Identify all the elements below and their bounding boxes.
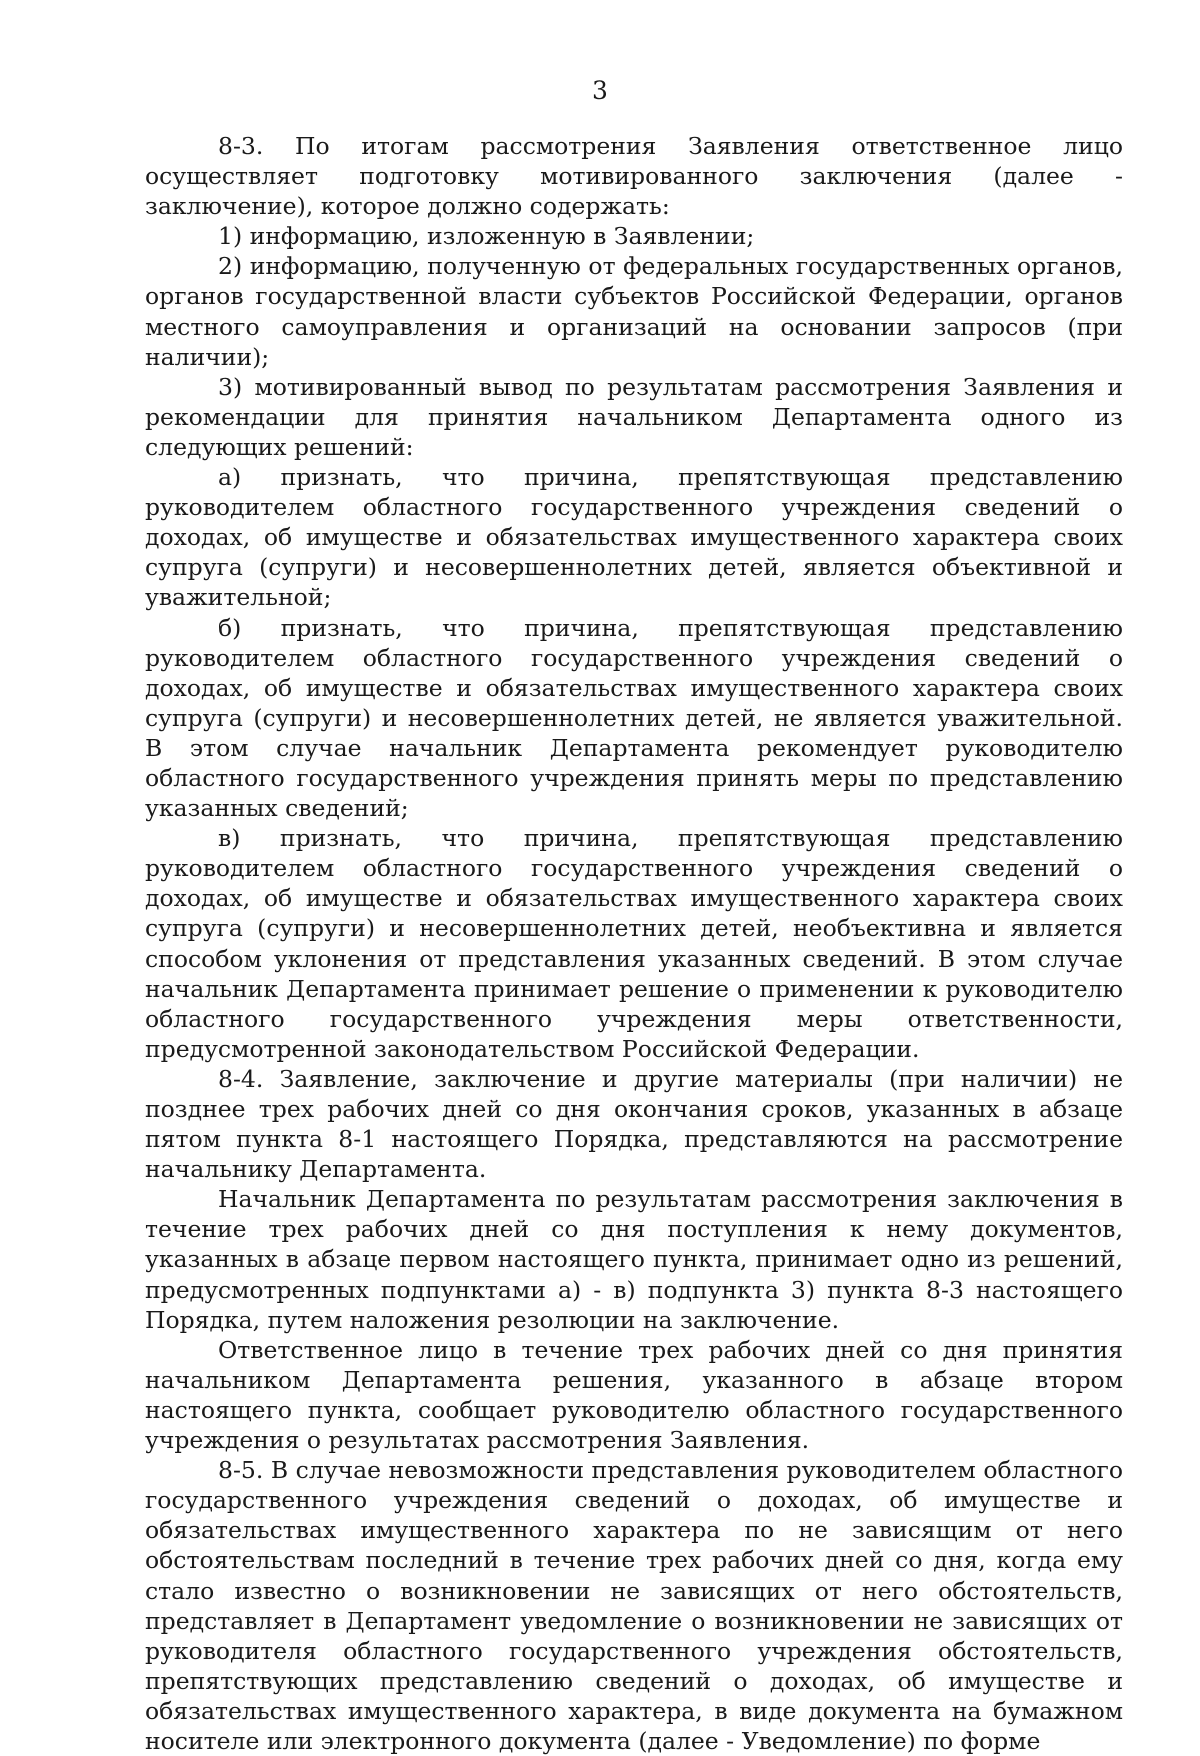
- paragraph-8-4: 8-4. Заявление, заключение и другие материалы (при наличии) не позднее трех рабочих дней со дня окончания сроков, указанных в абзаце пятом пункта 8-1 настоящего Порядка, представляются на рассмотрение начальнику Департамента.: [145, 1064, 1123, 1184]
- paragraph-item-1: 1) информацию, изложенную в Заявлении;: [218, 222, 755, 251]
- paragraph-subitem-v: в) признать, что причина, препятствующая представлению руководителем областного государственного учреждения сведений о доходах, об имуществе и обязательствах имущественного характера своих супруга (супруги) и несовершеннолетних детей, необъективна и является способом уклонения от представления указанных сведений. В этом случае начальник Департамента принимает решение о применении к руководителю областного государственного учреждения меры ответственности, предусмотренной законодательством Российской Федерации.: [145, 824, 1123, 1063]
- paragraph-8-4-third: Ответственное лицо в течение трех рабочих дней со дня принятия начальником Департамента решения, указанного в абзаце втором настоящего пункта, сообщает руководителю областного государственного учреждения о результатах рассмотрения Заявления.: [145, 1335, 1123, 1455]
- page-number: 3: [592, 76, 608, 105]
- document-body: [145, 131, 1123, 1756]
- paragraph-8-3-intro: 8-3. По итогам рассмотрения Заявления ответственное лицо осуществляет подготовку мотивированного заключения (далее - заключение), которое должно содержать:: [145, 132, 1123, 221]
- paragraph-subitem-b: б) признать, что причина, препятствующая представлению руководителем областного государственного учреждения сведений о доходах, об имуществе и обязательствах имущественного характера своих супруга (супруги) и несовершеннолетних детей, не является уважительной. В этом случае начальник Департамента рекомендует руководителю областного государственного учреждения принять меры по представлению указанных сведений;: [145, 613, 1123, 823]
- paragraph-item-2: 2) информацию, полученную от федеральных государственных органов, органов государственной власти субъектов Российской Федерации, органов местного самоуправления и организаций на основании запросов (при наличии);: [145, 252, 1123, 371]
- paragraph-item-3: 3) мотивированный вывод по результатам рассмотрения Заявления и рекомендации для принятия начальником Департамента одного из следующих решений:: [145, 372, 1123, 461]
- paragraph-8-5: 8-5. В случае невозможности представления руководителем областного государственного учреждения сведений о доходах, об имуществе и обязательствах имущественного характера по не зависящим от него обстоятельствам последний в течение трех рабочих дней со дня, когда ему стало известно о возникновении не зависящих от него обстоятельств, представляет в Департамент уведомление о возникновении не зависящих от руководителя областного государственного учреждения обстоятельств, препятствующих представлению сведений о доходах, об имуществе и обязательствах имущественного характера, в виде документа на бумажном носителе или электронного документа (далее - Уведомление) по форме: [145, 1456, 1123, 1755]
- paragraph-subitem-a: а) признать, что причина, препятствующая представлению руководителем областного государственного учреждения сведений о доходах, об имуществе и обязательствах имущественного характера своих супруга (супруги) и несовершеннолетних детей, является объективной и уважительной;: [145, 463, 1123, 612]
- paragraph-8-4-second: Начальник Департамента по результатам рассмотрения заключения в течение трех рабочих дней со дня поступления к нему документов, указанных в абзаце первом настоящего пункта, принимает одно из решений, предусмотренных подпунктами а) - в) подпункта 3) пункта 8-3 настоящего Порядка, путем наложения резолюции на заключение.: [145, 1185, 1123, 1334]
